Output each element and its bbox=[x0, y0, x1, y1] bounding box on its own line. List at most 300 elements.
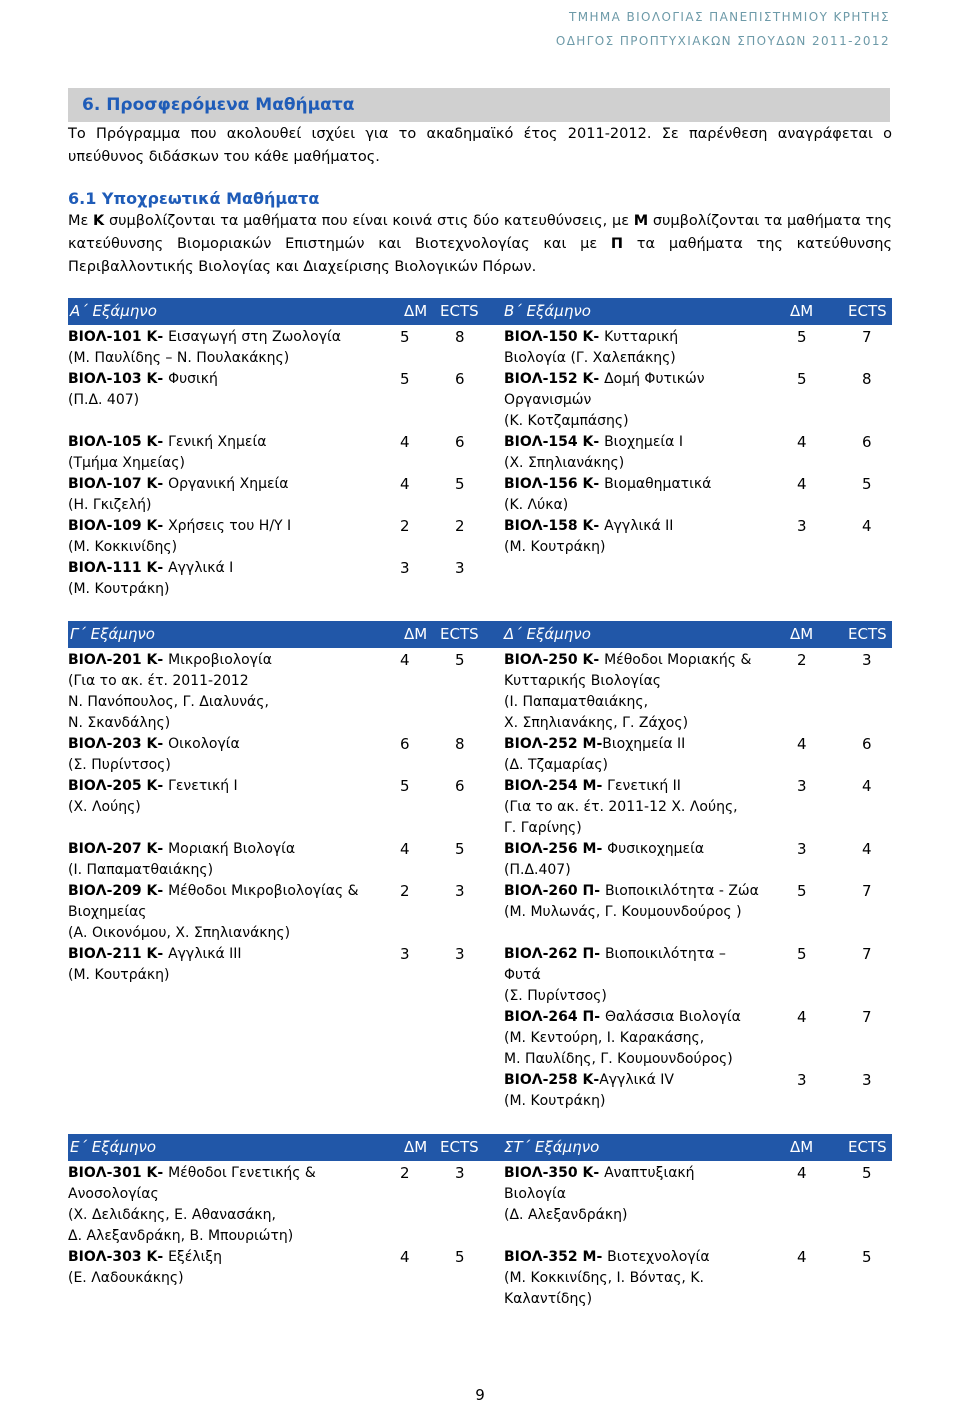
course-title-line bbox=[504, 474, 790, 495]
course-detail-line bbox=[68, 692, 395, 713]
course-cell bbox=[504, 839, 790, 881]
semester-header-bar bbox=[68, 621, 892, 648]
course-title: Βιοποικιλότητα – bbox=[604, 946, 726, 962]
course-cell bbox=[68, 369, 395, 432]
subsection-intro-paragraph bbox=[68, 210, 892, 279]
ects-value: 6 bbox=[455, 370, 465, 388]
course-cell bbox=[504, 1163, 790, 1247]
course-detail-line bbox=[504, 390, 790, 411]
course-detail: Ανοσολογίας bbox=[68, 1186, 159, 1202]
course-detail: Βιοχημείας bbox=[68, 904, 147, 920]
course-cell bbox=[68, 776, 395, 839]
ects-value: 7 bbox=[862, 1008, 872, 1026]
course-title-line bbox=[68, 776, 395, 797]
course-cell bbox=[68, 516, 395, 558]
dm-value: 4 bbox=[797, 475, 807, 493]
dm-column-header: ΔΜ bbox=[790, 625, 814, 643]
course-grid bbox=[68, 650, 892, 1112]
course-detail-line bbox=[68, 537, 395, 558]
course-detail: (Μ. Κουτράκη) bbox=[68, 967, 170, 983]
course-cell bbox=[68, 327, 395, 369]
ects-value: 3 bbox=[455, 1164, 465, 1182]
dm-value: 5 bbox=[400, 370, 410, 388]
course-code: ΒΙΟΛ-260 Π- bbox=[504, 883, 605, 899]
course-detail: (Δ. Τζαμαρίας) bbox=[504, 757, 609, 773]
course-detail-line bbox=[504, 1268, 790, 1289]
course-detail-line bbox=[504, 1028, 790, 1049]
course-detail: Καλαντίδης) bbox=[504, 1291, 593, 1307]
course-detail-line bbox=[68, 1268, 395, 1289]
course-title-line bbox=[68, 558, 395, 579]
symbol-common: Κ bbox=[93, 213, 105, 229]
course-cell bbox=[68, 944, 395, 1007]
empty-ects-cell bbox=[435, 1070, 504, 1112]
course-title: Χρήσεις του Η/Υ Ι bbox=[168, 518, 292, 534]
course-title-line bbox=[68, 432, 395, 453]
course-detail-line bbox=[68, 755, 395, 776]
course-code: ΒΙΟΛ-154 Κ- bbox=[504, 434, 605, 450]
course-title: Φυσικοχημεία bbox=[607, 841, 705, 857]
course-cell bbox=[504, 516, 790, 558]
course-detail: Ν. Σκανδάλης) bbox=[68, 715, 171, 731]
ects-value: 4 bbox=[862, 840, 872, 858]
course-detail-line bbox=[68, 671, 395, 692]
dm-value: 4 bbox=[797, 1248, 807, 1266]
course-code: ΒΙΟΛ-101 Κ- bbox=[68, 329, 169, 345]
course-detail-line bbox=[504, 671, 790, 692]
course-cell bbox=[504, 776, 790, 839]
ects-value: 8 bbox=[455, 735, 465, 753]
dm-value: 5 bbox=[797, 945, 807, 963]
course-detail: (Κ. Λύκα) bbox=[504, 497, 569, 513]
course-detail-line bbox=[504, 1205, 790, 1226]
course-detail: (Μ. Κοκκινίδης, Ι. Βόντας, Κ. bbox=[504, 1270, 704, 1286]
course-detail-line bbox=[68, 348, 395, 369]
course-detail-line bbox=[504, 1289, 790, 1310]
ects-value: 5 bbox=[862, 1164, 872, 1182]
dm-value: 4 bbox=[797, 433, 807, 451]
section-title-bar bbox=[68, 88, 890, 122]
course-code: ΒΙΟΛ-205 Κ- bbox=[68, 778, 169, 794]
ects-column-header: ECTS bbox=[440, 625, 479, 643]
course-code: ΒΙΟΛ-303 Κ- bbox=[68, 1249, 169, 1265]
course-detail-line bbox=[504, 411, 790, 432]
dm-value: 4 bbox=[797, 1008, 807, 1026]
course-code: ΒΙΟΛ-258 Κ- bbox=[504, 1072, 600, 1088]
course-detail-line bbox=[504, 797, 790, 818]
ects-value: 6 bbox=[862, 433, 872, 451]
course-code: ΒΙΟΛ-250 Κ- bbox=[504, 652, 605, 668]
course-detail: Φυτά bbox=[504, 967, 541, 983]
course-detail: (Μ. Παυλίδης – Ν. Πουλακάκης) bbox=[68, 350, 290, 366]
course-title-line bbox=[504, 327, 790, 348]
ects-value: 5 bbox=[455, 475, 465, 493]
course-detail: Ν. Πανόπουλος, Γ. Διαλυνάς, bbox=[68, 694, 269, 710]
course-grid bbox=[68, 1163, 892, 1310]
empty-ects-cell bbox=[843, 558, 892, 600]
running-header-department: ΤΜΗΜΑ ΒΙΟΛΟΓΙΑΣ ΠΑΝΕΠΙΣΤΗΜΙΟΥ ΚΡΗΤΗΣ bbox=[568, 10, 890, 24]
dm-value: 2 bbox=[400, 882, 410, 900]
dm-value: 4 bbox=[400, 1248, 410, 1266]
course-detail: (Ι. Παπαματθαιάκης) bbox=[68, 862, 214, 878]
intro-text: Με bbox=[68, 213, 94, 229]
course-cell bbox=[504, 1007, 790, 1070]
empty-dm-cell bbox=[790, 558, 843, 600]
course-detail: (Τμήμα Χημείας) bbox=[68, 455, 185, 471]
course-code: ΒΙΟΛ-262 Π- bbox=[504, 946, 605, 962]
empty-dm-cell bbox=[395, 1007, 435, 1070]
course-title-line bbox=[68, 839, 395, 860]
course-detail: (Α. Οικονόμου, Χ. Σπηλιανάκης) bbox=[68, 925, 291, 941]
dm-value: 4 bbox=[400, 475, 410, 493]
course-detail-line bbox=[504, 965, 790, 986]
section-intro-paragraph: Το Πρόγραμμα που ακολουθεί ισχύει για το ακαδημαϊκό έτος 2011-2012. Σε παρένθεση αναγράφεται ο υπεύθυνος διδάσκων του κάθε μαθήματος. bbox=[68, 126, 892, 165]
dm-value: 5 bbox=[400, 777, 410, 795]
course-detail-line bbox=[68, 453, 395, 474]
course-title: Φυσική bbox=[168, 371, 218, 387]
course-title: Αναπτυξιακή bbox=[604, 1165, 695, 1181]
course-code: ΒΙΟΛ-152 Κ- bbox=[504, 371, 605, 387]
course-detail: Βιολογία (Γ. Χαλεπάκης) bbox=[504, 350, 676, 366]
course-detail: (Χ. Λούης) bbox=[68, 799, 141, 815]
symbol-environmental: Π bbox=[610, 236, 624, 252]
dm-value: 5 bbox=[797, 328, 807, 346]
course-title-line bbox=[504, 1070, 790, 1091]
course-detail-line bbox=[68, 495, 395, 516]
semester-header-bar bbox=[68, 1134, 892, 1161]
course-detail-line bbox=[504, 495, 790, 516]
course-code: ΒΙΟΛ-211 Κ- bbox=[68, 946, 169, 962]
course-title-line bbox=[68, 369, 395, 390]
course-code: ΒΙΟΛ-352 Μ- bbox=[504, 1249, 608, 1265]
dm-value: 4 bbox=[797, 735, 807, 753]
course-title-line bbox=[68, 650, 395, 671]
course-detail: Δ. Αλεξανδράκη, Β. Μπουριώτη) bbox=[68, 1228, 294, 1244]
course-detail-line bbox=[504, 692, 790, 713]
dm-value: 4 bbox=[797, 1164, 807, 1182]
semester-label: Α΄ Εξάμηνο bbox=[70, 302, 157, 320]
section-title: 6. Προσφερόμενα Μαθήματα bbox=[82, 95, 355, 115]
ects-value: 8 bbox=[455, 328, 465, 346]
course-code: ΒΙΟΛ-264 Π- bbox=[504, 1009, 605, 1025]
dm-value: 5 bbox=[797, 882, 807, 900]
course-title: Οικολογία bbox=[168, 736, 240, 752]
intro-text: τα μαθήματα της κατεύθυνσης Περιβαλλοντικής Βιολογίας και Διαχείρισης Βιολογικών Πόρων. bbox=[68, 236, 892, 275]
course-code: ΒΙΟΛ-254 Μ- bbox=[504, 778, 608, 794]
course-detail: (Π.Δ.407) bbox=[504, 862, 571, 878]
dm-value: 2 bbox=[400, 1164, 410, 1182]
course-detail-line bbox=[504, 860, 790, 881]
course-title: Κυτταρική bbox=[604, 329, 679, 345]
course-title: Αγγλικά ΙΙΙ bbox=[168, 946, 242, 962]
ects-value: 3 bbox=[455, 559, 465, 577]
course-code: ΒΙΟΛ-107 Κ- bbox=[68, 476, 169, 492]
ects-value: 5 bbox=[455, 651, 465, 669]
course-detail: Γ. Γαρίνης) bbox=[504, 820, 582, 836]
course-detail: (Μ. Κουτράκη) bbox=[504, 539, 606, 555]
semester-header-bar bbox=[68, 298, 892, 325]
course-detail: (Για το ακ. έτ. 2011-2012 bbox=[68, 673, 249, 689]
course-title-line bbox=[504, 944, 790, 965]
course-detail: (Σ. Πυρίντσος) bbox=[504, 988, 607, 1004]
ects-value: 7 bbox=[862, 945, 872, 963]
course-cell bbox=[68, 432, 395, 474]
subsection-title: 6.1 Υποχρεωτικά Μαθήματα bbox=[68, 189, 320, 208]
course-code: ΒΙΟΛ-201 Κ- bbox=[68, 652, 169, 668]
dm-value: 3 bbox=[797, 517, 807, 535]
course-title: Μέθοδοι Μοριακής & bbox=[604, 652, 752, 668]
course-code: ΒΙΟΛ-156 Κ- bbox=[504, 476, 605, 492]
ects-value: 3 bbox=[862, 1071, 872, 1089]
course-detail: Χ. Σπηλιανάκης, Γ. Ζάχος) bbox=[504, 715, 689, 731]
dm-value: 4 bbox=[400, 840, 410, 858]
ects-value: 3 bbox=[862, 651, 872, 669]
course-title: Οργανική Χημεία bbox=[168, 476, 289, 492]
course-title: Αγγλικά IV bbox=[599, 1072, 674, 1088]
dm-value: 2 bbox=[400, 517, 410, 535]
course-title-line bbox=[504, 432, 790, 453]
course-detail-line bbox=[68, 965, 395, 986]
course-title: Θαλάσσια Βιολογία bbox=[604, 1009, 741, 1025]
course-detail-line bbox=[68, 797, 395, 818]
dm-column-header: ΔΜ bbox=[790, 1138, 814, 1156]
course-title-line bbox=[504, 1163, 790, 1184]
course-detail-line bbox=[68, 579, 395, 600]
course-detail-line bbox=[504, 713, 790, 734]
dm-value: 3 bbox=[797, 777, 807, 795]
course-cell bbox=[504, 881, 790, 944]
ects-value: 6 bbox=[862, 735, 872, 753]
ects-value: 4 bbox=[862, 517, 872, 535]
course-code: ΒΙΟΛ-158 Κ- bbox=[504, 518, 605, 534]
course-code: ΒΙΟΛ-350 Κ- bbox=[504, 1165, 605, 1181]
course-title-line bbox=[504, 839, 790, 860]
dm-column-header: ΔΜ bbox=[790, 302, 814, 320]
ects-value: 8 bbox=[862, 370, 872, 388]
course-title: Δομή Φυτικών bbox=[604, 371, 705, 387]
course-detail: Μ. Παυλίδης, Γ. Κουμουνδούρος) bbox=[504, 1051, 733, 1067]
course-detail-line bbox=[68, 390, 395, 411]
course-detail-line bbox=[68, 1226, 395, 1247]
ects-value: 5 bbox=[862, 475, 872, 493]
course-title-line bbox=[504, 650, 790, 671]
dm-value: 4 bbox=[400, 651, 410, 669]
ects-value: 6 bbox=[455, 777, 465, 795]
course-cell bbox=[504, 327, 790, 369]
course-code: ΒΙΟΛ-109 Κ- bbox=[68, 518, 169, 534]
ects-column-header: ECTS bbox=[848, 1138, 887, 1156]
course-cell bbox=[504, 1247, 790, 1310]
course-detail-line bbox=[68, 923, 395, 944]
course-code: ΒΙΟΛ-150 Κ- bbox=[504, 329, 605, 345]
course-code: ΒΙΟΛ-256 Μ- bbox=[504, 841, 608, 857]
empty-dm-cell bbox=[395, 1070, 435, 1112]
course-code: ΒΙΟΛ-105 Κ- bbox=[68, 434, 169, 450]
course-detail-line bbox=[504, 453, 790, 474]
course-detail-line bbox=[504, 1049, 790, 1070]
dm-column-header: ΔΜ bbox=[404, 302, 428, 320]
course-detail: Κυτταρικής Βιολογίας bbox=[504, 673, 662, 689]
course-title-line bbox=[504, 1007, 790, 1028]
course-detail-line bbox=[68, 1205, 395, 1226]
course-code: ΒΙΟΛ-111 Κ- bbox=[68, 560, 169, 576]
ects-column-header: ECTS bbox=[848, 625, 887, 643]
running-header-guide: ΟΔΗΓΟΣ ΠΡΟΠΤΥΧΙΑΚΩΝ ΣΠΟΥΔΩΝ 2011-2012 bbox=[555, 34, 890, 48]
semester-label: Γ΄ Εξάμηνο bbox=[70, 625, 155, 643]
course-detail-line bbox=[504, 348, 790, 369]
course-detail: (Χ. Δελιδάκης, Ε. Αθανασάκη, bbox=[68, 1207, 276, 1223]
course-title: Εισαγωγή στη Ζωολογία bbox=[168, 329, 341, 345]
course-title: Εξέλιξη bbox=[168, 1249, 222, 1265]
course-detail: (Μ. Κεντούρη, Ι. Καρακάσης, bbox=[504, 1030, 705, 1046]
course-detail: (Μ. Κουτράκη) bbox=[504, 1093, 606, 1109]
course-cell bbox=[68, 1247, 395, 1310]
ects-value: 6 bbox=[455, 433, 465, 451]
course-title: Μέθοδοι Γενετικής & bbox=[168, 1165, 316, 1181]
course-title-line bbox=[68, 474, 395, 495]
course-title-line bbox=[504, 734, 790, 755]
ects-value: 3 bbox=[455, 945, 465, 963]
course-title-line bbox=[504, 881, 790, 902]
dm-value: 3 bbox=[797, 840, 807, 858]
dm-value: 3 bbox=[797, 1071, 807, 1089]
course-code: ΒΙΟΛ-301 Κ- bbox=[68, 1165, 169, 1181]
course-title: Βιοτεχνολογία bbox=[607, 1249, 710, 1265]
course-title-line bbox=[504, 776, 790, 797]
course-title: Μέθοδοι Μικροβιολογίας & bbox=[168, 883, 359, 899]
course-title: Βιοποικιλότητα - Ζώα bbox=[604, 883, 759, 899]
course-detail: (Δ. Αλεξανδράκη) bbox=[504, 1207, 628, 1223]
course-detail: (Η. Γκιζελή) bbox=[68, 497, 152, 513]
course-code: ΒΙΟΛ-203 Κ- bbox=[68, 736, 169, 752]
ects-column-header: ECTS bbox=[848, 302, 887, 320]
course-detail-line bbox=[504, 902, 790, 923]
semester-label: ΣΤ΄ Εξάμηνο bbox=[504, 1138, 600, 1156]
course-title-line bbox=[68, 516, 395, 537]
course-title: Βιομαθηματικά bbox=[604, 476, 712, 492]
course-title: Βιοχημεία ΙΙ bbox=[602, 736, 686, 752]
course-detail: (Χ. Σπηλιανάκης) bbox=[504, 455, 625, 471]
page-number: 9 bbox=[475, 1386, 485, 1404]
course-title: Γενετική ΙΙ bbox=[607, 778, 681, 794]
ects-column-header: ECTS bbox=[440, 302, 479, 320]
course-code: ΒΙΟΛ-252 Μ- bbox=[504, 736, 603, 752]
course-cell bbox=[504, 1070, 790, 1112]
course-code: ΒΙΟΛ-207 Κ- bbox=[68, 841, 169, 857]
course-detail-line bbox=[504, 986, 790, 1007]
course-title: Αγγλικά Ι bbox=[168, 560, 234, 576]
dm-value: 6 bbox=[400, 735, 410, 753]
course-cell bbox=[68, 558, 395, 600]
ects-value: 5 bbox=[455, 1248, 465, 1266]
course-title-line bbox=[68, 1247, 395, 1268]
course-detail: Βιολογία bbox=[504, 1186, 567, 1202]
course-cell bbox=[68, 881, 395, 944]
empty-course-cell bbox=[68, 1007, 395, 1070]
course-title: Γενετική Ι bbox=[168, 778, 238, 794]
dm-column-header: ΔΜ bbox=[404, 1138, 428, 1156]
course-title: Γενική Χημεία bbox=[168, 434, 267, 450]
course-cell bbox=[68, 1163, 395, 1247]
course-detail: (Σ. Πυρίντσος) bbox=[68, 757, 171, 773]
course-detail: (Μ. Μυλωνάς, Γ. Κουμουνδούρος ) bbox=[504, 904, 742, 920]
course-title-line bbox=[504, 369, 790, 390]
dm-column-header: ΔΜ bbox=[404, 625, 428, 643]
course-title-line bbox=[68, 881, 395, 902]
course-detail-line bbox=[504, 1091, 790, 1112]
semester-label: Ε΄ Εξάμηνο bbox=[70, 1138, 157, 1156]
empty-course-cell bbox=[68, 1070, 395, 1112]
course-title-line bbox=[504, 516, 790, 537]
course-cell bbox=[68, 650, 395, 734]
course-detail-line bbox=[68, 860, 395, 881]
course-cell bbox=[504, 944, 790, 1007]
course-cell bbox=[68, 734, 395, 776]
course-title: Μοριακή Βιολογία bbox=[168, 841, 296, 857]
course-code: ΒΙΟΛ-103 Κ- bbox=[68, 371, 169, 387]
semester-label: Δ΄ Εξάμηνο bbox=[504, 625, 591, 643]
dm-value: 4 bbox=[400, 433, 410, 451]
course-detail: (Κ. Κοτζαμπάσης) bbox=[504, 413, 629, 429]
empty-ects-cell bbox=[435, 1007, 504, 1070]
dm-value: 3 bbox=[400, 559, 410, 577]
ects-value: 2 bbox=[455, 517, 465, 535]
course-detail-line bbox=[68, 1184, 395, 1205]
course-cell bbox=[504, 474, 790, 516]
course-title-line bbox=[68, 1163, 395, 1184]
course-title-line bbox=[504, 1247, 790, 1268]
semester-table-a-b bbox=[68, 298, 892, 600]
course-detail-line bbox=[68, 902, 395, 923]
course-title: Βιοχημεία Ι bbox=[604, 434, 683, 450]
dm-value: 3 bbox=[400, 945, 410, 963]
course-detail: (Ι. Παπαματθαιάκης, bbox=[504, 694, 649, 710]
course-title-line bbox=[68, 327, 395, 348]
course-detail: (Μ. Κοκκινίδης) bbox=[68, 539, 178, 555]
intro-text: συμβολίζονται τα μαθήματα της κατεύθυνσης Βιομοριακών Επιστημών και Βιοτεχνολογίας και με bbox=[68, 213, 892, 252]
ects-value: 3 bbox=[455, 882, 465, 900]
course-grid bbox=[68, 327, 892, 600]
course-code: ΒΙΟΛ-209 Κ- bbox=[68, 883, 169, 899]
course-cell bbox=[504, 432, 790, 474]
intro-text: συμβολίζονται τα μαθήματα που είναι κοινά στις δύο κατευθύνσεις, με bbox=[104, 213, 634, 229]
course-title: Μικροβιολογία bbox=[168, 652, 272, 668]
course-cell bbox=[68, 839, 395, 881]
course-detail-line bbox=[504, 755, 790, 776]
symbol-biomolecular: Μ bbox=[633, 213, 649, 229]
ects-column-header: ECTS bbox=[440, 1138, 479, 1156]
course-title-line bbox=[68, 944, 395, 965]
dm-value: 5 bbox=[400, 328, 410, 346]
ects-value: 7 bbox=[862, 328, 872, 346]
course-detail-line bbox=[504, 537, 790, 558]
ects-value: 5 bbox=[862, 1248, 872, 1266]
course-title: Αγγλικά ΙΙ bbox=[604, 518, 674, 534]
course-cell bbox=[504, 650, 790, 734]
ects-value: 5 bbox=[455, 840, 465, 858]
semester-table-e-st bbox=[68, 1134, 892, 1310]
course-detail: (Ε. Λαδουκάκης) bbox=[68, 1270, 184, 1286]
dm-value: 2 bbox=[797, 651, 807, 669]
dm-value: 5 bbox=[797, 370, 807, 388]
course-detail: Οργανισμών bbox=[504, 392, 592, 408]
semester-label: Β΄ Εξάμηνο bbox=[504, 302, 591, 320]
ects-value: 7 bbox=[862, 882, 872, 900]
course-cell bbox=[504, 734, 790, 776]
course-detail: (Για το ακ. έτ. 2011-12 Χ. Λούης, bbox=[504, 799, 738, 815]
empty-course-cell bbox=[504, 558, 790, 600]
course-detail: (Μ. Κουτράκη) bbox=[68, 581, 170, 597]
